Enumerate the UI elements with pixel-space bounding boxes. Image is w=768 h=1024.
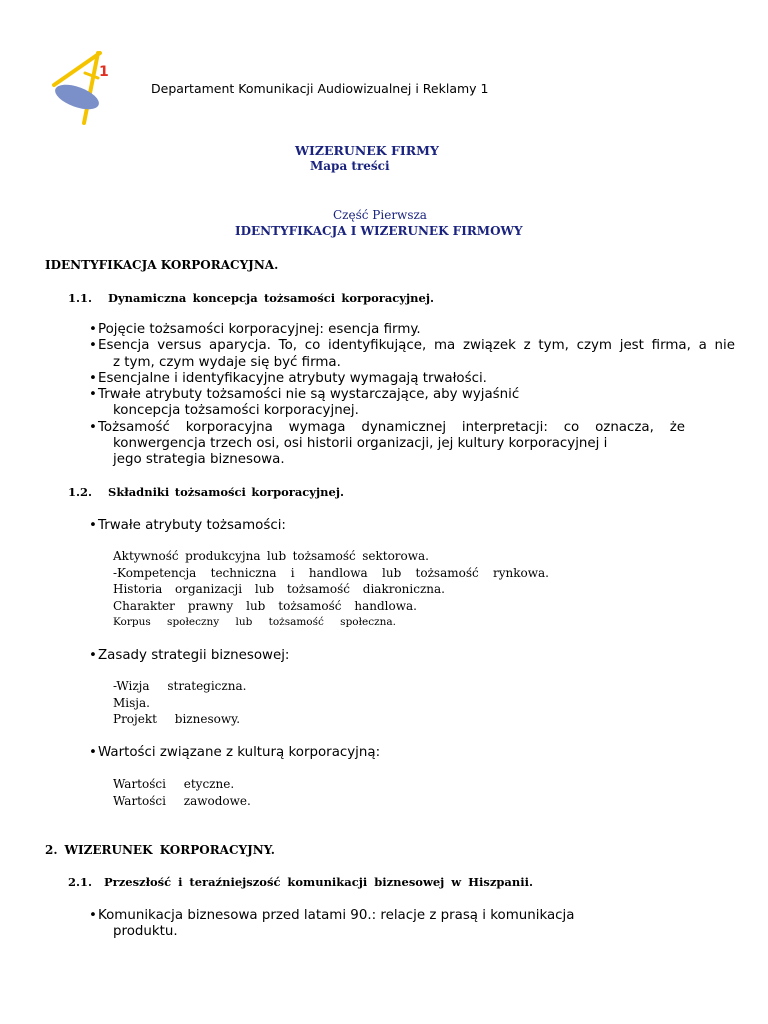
list-item: • Esencjalne i identyfikacyjne atrybuty wymagają trwałości. bbox=[89, 370, 487, 386]
section-2-title: WIZERUNEK KORPORACYJNY. bbox=[64, 843, 275, 857]
subsection-number: 2.1. bbox=[68, 875, 93, 889]
subsection-title: Przeszłość i teraźniejszość komunikacji biznesowej w Hiszpanii. bbox=[104, 875, 533, 889]
subsection-1-1-heading bbox=[68, 291, 434, 305]
attribute-items bbox=[113, 548, 549, 631]
section-number: 2. bbox=[45, 843, 58, 857]
subsection-title: Dynamiczna koncepcja tożsamości korporacyjnej. bbox=[108, 291, 434, 305]
list-item: Historia organizacji lub tożsamość diakroniczna. bbox=[113, 582, 445, 596]
subsection-number: 1.2. bbox=[68, 485, 93, 499]
part-title: IDENTYFIKACJA I WIZERUNEK FIRMOWY bbox=[235, 224, 523, 238]
list-item: • Pojęcie tożsamości korporacyjnej: esencja firmy. bbox=[89, 322, 421, 337]
list-item: • Esencja versus aparycja. To, co identyfikujące, ma związek z tym, czym jest firma, a nie z tym, czym wydaje się być firma. bbox=[89, 338, 735, 370]
bullet-strategy-principles: • Zasady strategii biznesowej: bbox=[89, 648, 290, 663]
list-item: Wartości zawodowe. bbox=[113, 793, 251, 808]
list-item: • Komunikacja biznesowa przed latami 90.: relacje z prasą i komunikacja produktu. bbox=[89, 908, 575, 940]
document-subtitle: Mapa treści bbox=[310, 159, 390, 173]
bullet-list-2-1 bbox=[89, 908, 735, 941]
section-1-title: IDENTYFIKACJA KORPORACYJNA. bbox=[45, 258, 279, 272]
subsection-2-1-heading bbox=[68, 875, 533, 889]
list-item: Korpus społeczny lub tożsamość społeczna. bbox=[113, 616, 396, 628]
list-item: Misja. bbox=[113, 695, 150, 710]
subsection-title: Składniki tożsamości korporacyjnej. bbox=[108, 485, 344, 499]
culture-items bbox=[113, 776, 251, 809]
list-item: Wartości etyczne. bbox=[113, 777, 235, 791]
list-item: Aktywność produkcyjna lub tożsamość sektorowa. bbox=[113, 549, 429, 563]
bullet-persistent-attributes: • Trwałe atrybuty tożsamości: bbox=[89, 518, 286, 533]
department-header: Departament Komunikacji Audiowizualnej i Reklamy 1 bbox=[151, 81, 489, 96]
section-2-heading bbox=[45, 843, 275, 857]
list-item: -Wizja strategiczna. bbox=[113, 679, 247, 693]
department-logo bbox=[40, 45, 115, 130]
document-title: WIZERUNEK FIRMY bbox=[295, 143, 439, 158]
list-item: Projekt biznesowy. bbox=[113, 712, 241, 726]
list-item: Charakter prawny lub tożsamość handlowa. bbox=[113, 598, 417, 613]
svg-text:1: 1 bbox=[99, 64, 109, 80]
strategy-items bbox=[113, 678, 246, 728]
subsection-number: 1.1. bbox=[68, 291, 93, 305]
list-item: -Kompetencja techniczna i handlowa lub tożsamość rynkowa. bbox=[113, 565, 549, 580]
part-label: Część Pierwsza bbox=[333, 208, 427, 222]
list-item: • Trwałe atrybuty tożsamości nie są wystarczające, aby wyjaśnić koncepcja tożsamości korporacyjnej. bbox=[89, 387, 520, 419]
list-item: • Tożsamość korporacyjna wymaga dynamicznej interpretacji: co oznacza, że konwergencja trzech osi, osi historii organizacji, jej kultury korporacyjnej i jego strategia biznesowa. bbox=[89, 419, 685, 468]
subsection-1-2-heading bbox=[68, 485, 344, 499]
bullet-list-1-1 bbox=[89, 322, 735, 469]
bullet-corporate-culture: • Wartości związane z kulturą korporacyjną: bbox=[89, 745, 381, 760]
